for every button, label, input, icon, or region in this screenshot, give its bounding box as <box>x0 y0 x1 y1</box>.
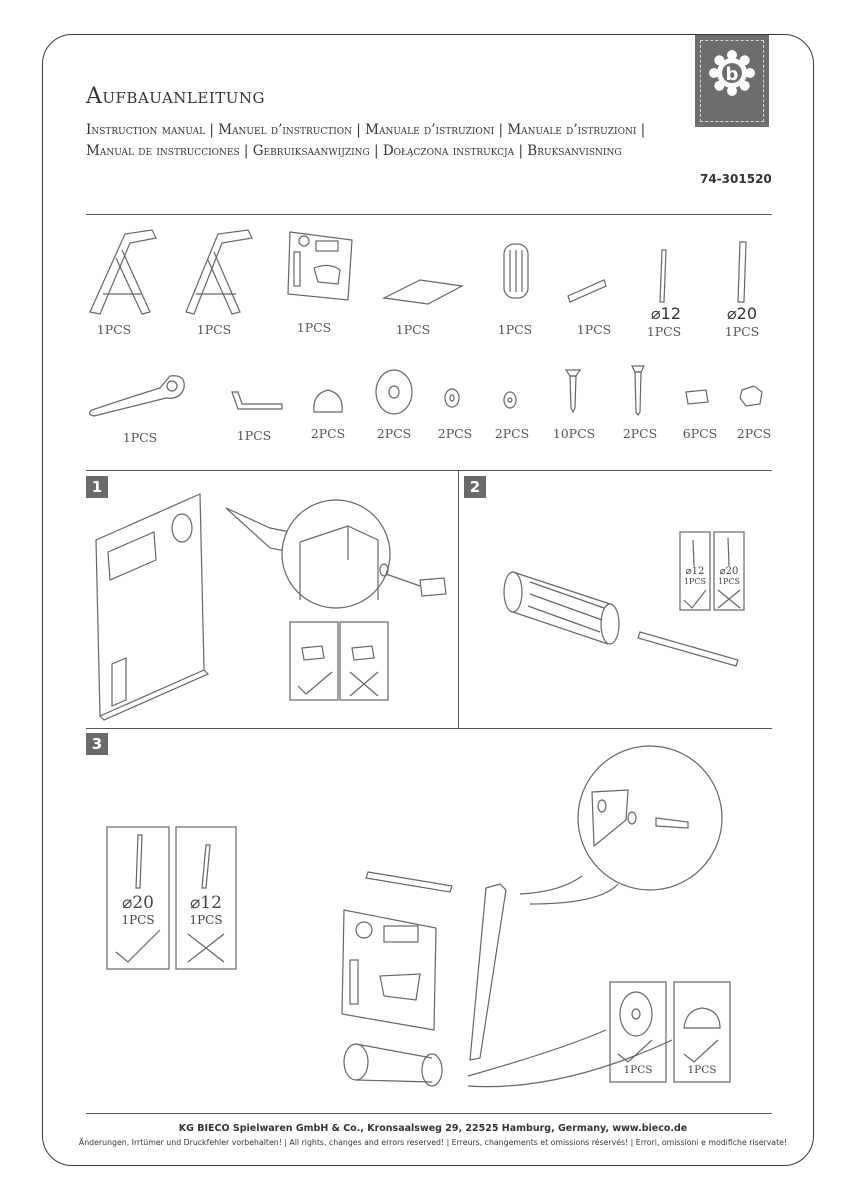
box-diameter: ⌀20 <box>719 566 739 577</box>
part-qty: 1PCS <box>236 428 272 443</box>
box-qty: 1PCS <box>687 1064 717 1076</box>
step-number: 1 <box>86 476 108 498</box>
rod-diameter: ⌀12 <box>651 304 681 323</box>
part-qty: 1PCS <box>497 322 533 337</box>
footer-divider <box>86 1113 772 1114</box>
footer-disclaimer: Änderungen, Irrtümer und Druckfehler vorbehalten! | All rights, changes and errors reserved! | Erreurs, changements et omissions réservés! | Errori, omissioni e modifiche riservate! <box>78 1138 788 1147</box>
part-qty: 2PCS <box>437 426 473 441</box>
part-qty: 2PCS <box>736 426 772 441</box>
part-qty: 1PCS <box>724 324 760 339</box>
step1-check-boxes <box>290 622 388 700</box>
box-diameter: ⌀20 <box>122 893 154 913</box>
step-number: 2 <box>464 476 486 498</box>
part-qty: 1PCS <box>196 322 232 337</box>
part-qty: 6PCS <box>682 426 718 441</box>
box-qty: 1PCS <box>717 577 741 586</box>
rod-20-box <box>107 827 169 969</box>
box-diameter: ⌀12 <box>685 566 705 577</box>
part-qty: 1PCS <box>296 320 332 335</box>
part-qty: 2PCS <box>494 426 530 441</box>
part-qty: 1PCS <box>395 322 431 337</box>
box-qty: 1PCS <box>623 1064 653 1076</box>
box-qty: 1PCS <box>121 913 155 927</box>
box-qty: 1PCS <box>683 577 707 586</box>
rod-12-box <box>176 827 236 969</box>
part-qty: 2PCS <box>376 426 412 441</box>
part-qty: 1PCS <box>646 324 682 339</box>
step1-zoom-drawing <box>226 500 446 608</box>
part-qty: 1PCS <box>576 322 612 337</box>
part-qty: 1PCS <box>122 430 158 445</box>
logo-letter: b <box>725 64 739 85</box>
rod-diameter: ⌀20 <box>727 304 757 323</box>
washer-box <box>610 982 666 1082</box>
step-number: 3 <box>86 733 108 755</box>
part-qty: 10PCS <box>552 426 596 441</box>
page-subtitle: Instruction manual | Manuel d’instruction | Manuale d’istruzioni | Manuale d’istruzioni | Manual de instrucciones | Gebruiksaanwijzing | Dołączona instrukcja | Bruksanvisning <box>86 122 646 159</box>
part-qty: 1PCS <box>96 322 132 337</box>
rod-12-box <box>680 532 710 610</box>
cap-box <box>674 982 730 1082</box>
rod-20-box <box>714 532 744 610</box>
part-qty: 2PCS <box>310 426 346 441</box>
article-number: 74-301520 <box>700 172 772 186</box>
page-title: Aufbauanleitung <box>86 84 266 109</box>
step1-board-drawing <box>96 494 208 720</box>
part-qty: 2PCS <box>622 426 658 441</box>
footer-company: KG BIECO Spielwaren GmbH & Co., Kronsaalsweg 29, 22525 Hamburg, Germany, www.bieco.de <box>178 1123 688 1134</box>
box-diameter: ⌀12 <box>190 893 222 913</box>
box-qty: 1PCS <box>189 913 223 927</box>
